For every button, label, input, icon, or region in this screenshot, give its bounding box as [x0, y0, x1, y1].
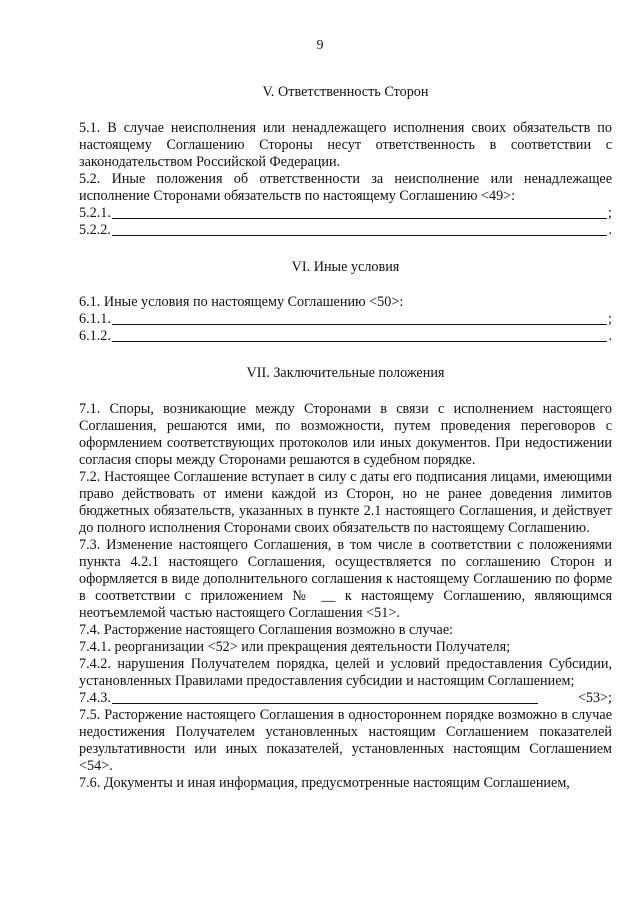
clause-5-1: 5.1. В случае неисполнения или ненадлежащего исполнения своих обязательств по настоящему Соглашению Стороны несут ответственность в соответствии с законодательством Российской Федерации.	[79, 120, 612, 170]
blank-line-6-1-1	[79, 311, 612, 328]
blank-label: 6.1.1.	[79, 311, 111, 327]
blank-line-6-1-2	[79, 328, 612, 345]
section-5-title: V. Ответственность Сторон	[262, 84, 429, 100]
clause-7-2: 7.2. Настоящее Соглашение вступает в силу с даты его подписания лицами, имеющими право действовать от имени каждой из Сторон, но не ранее доведения лимитов бюджетных обязательств, указанных в пункте 2.1 настоящего Соглашения, и действует до полного исполнения Сторонами своих обязательств по настоящему Соглашению.	[79, 469, 612, 536]
blank-end: .	[608, 328, 612, 344]
blank-label: 5.2.2.	[79, 222, 111, 238]
clause-7-4-2: 7.4.2. нарушения Получателем порядка, целей и условий предоставления Субсидии, установленных Правилами предоставления субсидии и настоящим Соглашением;	[79, 656, 612, 689]
blank-label: 5.2.1.	[79, 205, 111, 221]
fill-line	[112, 205, 607, 219]
fill-line	[112, 311, 607, 325]
blank-label: 6.1.2.	[79, 328, 111, 344]
blank-end: <53>;	[577, 690, 612, 706]
blank-label: 7.4.3.	[79, 690, 111, 706]
section-6-title: VI. Иные условия	[291, 259, 400, 275]
clause-5-2: 5.2. Иные положения об ответственности за неисполнение или ненадлежащее исполнение Сторонами обязательств по настоящему Соглашению <49>:	[79, 171, 612, 204]
clause-6-1: 6.1. Иные условия по настоящему Соглашению <50>:	[79, 294, 404, 310]
clause-7-6: 7.6. Документы и иная информация, предусмотренные настоящим Соглашением,	[79, 775, 570, 791]
fill-line	[112, 222, 608, 236]
clause-7-4-1: 7.4.1. реорганизации <52> или прекращения деятельности Получателя;	[79, 639, 511, 655]
document-body	[79, 84, 612, 792]
section-7-title: VII. Заключительные положения	[246, 365, 445, 381]
fill-line	[112, 328, 608, 342]
blank-end: ;	[608, 311, 612, 327]
blank-end: ;	[608, 205, 612, 221]
fill-line	[112, 690, 538, 704]
blank-end: .	[608, 222, 612, 238]
page-number: 9	[316, 38, 324, 53]
blank-line-5-2-1	[79, 205, 612, 222]
clause-7-5: 7.5. Расторжение настоящего Соглашения в одностороннем порядке возможно в случае недостижения Получателем установленных настоящим Соглашением показателей результативности или иных показателей, установленных настоящим Соглашением <54>.	[79, 707, 612, 774]
blank-line-5-2-2	[79, 222, 612, 239]
clause-7-3: 7.3. Изменение настоящего Соглашения, в том числе в соответствии с положениями пункта 4.2.1 настоящего Соглашения, осуществляется по соглашению Сторон и оформляется в виде дополнительного соглашения к настоящему Соглашению по форме в соответствии с приложением № __ к настоящему Соглашению, являющимся неотъемлемой частью настоящего Соглашения <51>.	[79, 537, 612, 621]
clause-7-1: 7.1. Споры, возникающие между Сторонами в связи с исполнением настоящего Соглашения, решаются ими, по возможности, путем проведения переговоров с оформлением соответствующих протоколов или иных документов. При недостижении согласия споры между Сторонами решаются в судебном порядке.	[79, 401, 612, 468]
clause-7-4: 7.4. Расторжение настоящего Соглашения возможно в случае:	[79, 622, 454, 638]
blank-line-7-4-3	[79, 690, 612, 707]
